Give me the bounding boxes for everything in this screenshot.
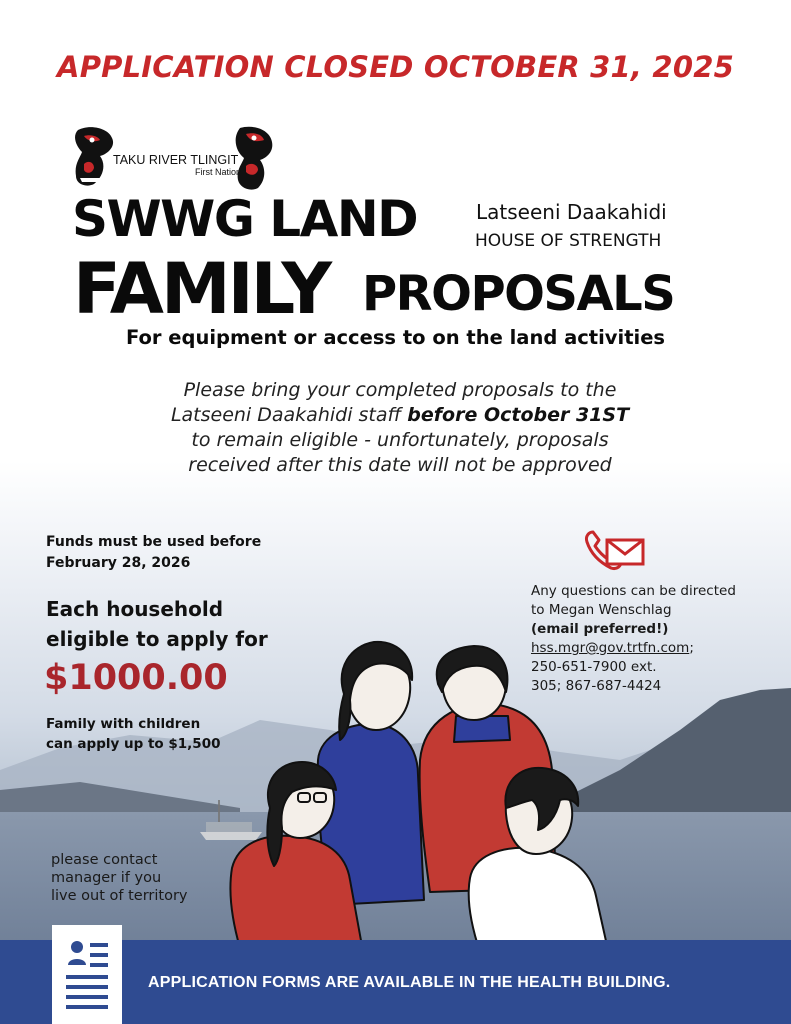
eligibility-line: eligible to apply for xyxy=(46,627,268,651)
house-subtitle: HOUSE OF STRENGTH xyxy=(475,231,662,251)
funds-deadline-date: February 28, 2026 xyxy=(46,555,191,571)
title-family: FAMILY xyxy=(73,248,330,330)
document-form-icon xyxy=(52,925,122,1024)
tlingit-eagle-crest-icon xyxy=(236,127,273,190)
children-note xyxy=(46,714,286,754)
out-of-territory-note xyxy=(51,851,211,905)
footer-text: APPLICATION FORMS ARE AVAILABLE IN THE HEALTH BUILDING. xyxy=(148,974,671,991)
contact-email-link[interactable]: hss.mgr@gov.trtfn.com xyxy=(531,640,690,656)
territory-note-line: manager if you xyxy=(51,870,162,886)
contact-line: Any questions can be directed xyxy=(531,583,736,599)
funding-amount: $1000.00 xyxy=(44,658,228,698)
application-closed-banner: APPLICATION CLOSED OCTOBER 31, 2025 xyxy=(57,50,734,84)
org-name: TAKU RIVER TLINGIT xyxy=(113,153,239,167)
email-preferred-note: (email preferred!) xyxy=(531,621,669,637)
org-sub: First Nation xyxy=(195,167,242,177)
instructions-line: Please bring your completed proposals to the xyxy=(183,379,617,401)
funds-deadline-note xyxy=(46,532,306,574)
footer-icon-box xyxy=(52,925,122,1024)
funds-deadline-line: Funds must be used before xyxy=(46,534,262,550)
phone-email-icon xyxy=(583,528,647,572)
title-swwg-land: SWWG LAND xyxy=(72,190,418,248)
instructions-text: Latseeni Daakahidi staff xyxy=(170,404,408,426)
title-proposals: PROPOSALS xyxy=(362,266,675,322)
contact-phone-line: 305; 867-687-4424 xyxy=(531,678,662,694)
instructions-line xyxy=(100,403,700,428)
deadline-emphasis: before October 31ST xyxy=(407,404,630,426)
house-name: Latseeni Daakahidi xyxy=(476,200,667,224)
instructions-paragraph xyxy=(100,378,700,478)
territory-note-line: live out of territory xyxy=(51,888,188,904)
contact-line: to Megan Wenschlag xyxy=(531,602,672,618)
contact-email-line xyxy=(531,639,771,658)
territory-note-line: please contact xyxy=(51,852,158,868)
contact-info xyxy=(531,582,771,696)
contact-phone-line: 250-651-7900 ext. xyxy=(531,659,657,675)
email-suffix: ; xyxy=(689,640,694,656)
children-note-line: can apply up to $1,500 xyxy=(46,736,221,752)
instructions-line: to remain eligible - unfortunately, proposals xyxy=(191,429,609,451)
instructions-line: received after this date will not be approved xyxy=(188,454,612,476)
children-note-line: Family with children xyxy=(46,716,201,732)
eligibility-line: Each household xyxy=(46,597,224,621)
tlingit-raven-crest-icon xyxy=(75,127,113,185)
eligibility-text xyxy=(46,594,306,654)
subtitle: For equipment or access to on the land activities xyxy=(125,326,666,349)
